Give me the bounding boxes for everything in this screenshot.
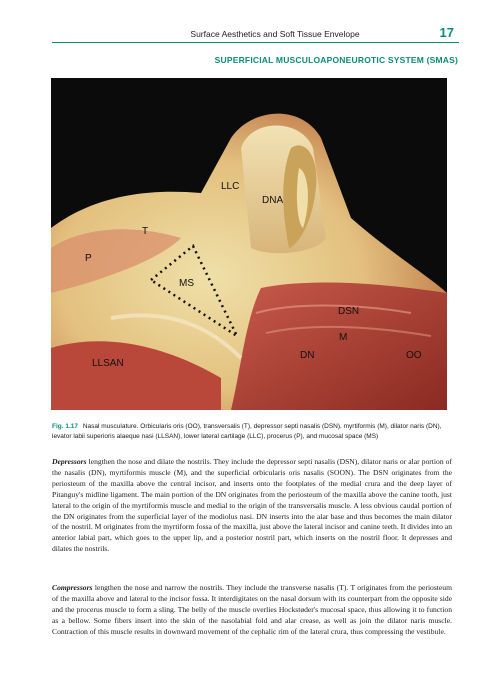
label-dsn: DSN — [338, 306, 360, 317]
running-header-title: Surface Aesthetics and Soft Tissue Envelope — [190, 29, 360, 39]
figure-caption-text: Nasal musculature. Orbicularis oris (OO), transversalis (T), depressor septi nasalis (DSN), myrtiformis (M), dilator naris (DN), levator labii superioris alaeque nasi (LLSAN), lower lateral cartilage (LLC), procerus (P), and mucosal space (MS) — [52, 423, 442, 440]
paragraph-text: lengthen the nose and narrow the nostrils. They include the transverse nasalis (T). T originates from the periosteum of the maxilla above and lateral to the incisor fossa. It interdigitates on the nasal dorsum with its counterpart from the opposite side and the procerus muscle to form a sling. The belly of the muscle overlies Hockstøder's mucosal space, thus allowing it to function as a bellow. Some fibers insert into the skin of the nasolabial fold and alar crease, as well as join the dilator naris muscle. Contraction of this muscle results in downward movement of the cephalic rim of the lateral crura, thus compressing the vestibule. — [52, 583, 452, 636]
label-p: P — [85, 253, 92, 264]
label-t: T — [142, 226, 149, 237]
label-llsan: LLSAN — [92, 358, 124, 369]
section-heading: SUPERFICIAL MUSCULOAPONEUROTIC SYSTEM (SMAS) — [214, 55, 458, 65]
page-number: 17 — [439, 25, 454, 40]
label-ms: MS — [179, 278, 194, 289]
anatomy-photo — [51, 78, 447, 410]
paragraph-lead: Compressors — [52, 583, 93, 592]
paragraph-compressors — [52, 583, 452, 638]
label-dn: DN — [300, 350, 315, 361]
label-m: M — [339, 332, 348, 343]
header-rule — [52, 42, 459, 43]
label-dna: DNA — [262, 195, 284, 206]
label-oo: OO — [406, 350, 422, 361]
figure-number: Fig. 1.17 — [52, 423, 79, 430]
label-llc: LLC — [221, 181, 240, 192]
paragraph-text: lengthen the nose and dilate the nostrils. They include the depressor septi nasalis (DSN), dilator naris or alar portion of the nasalis (DN), myrtiformis muscle (M), and the superficial orbicularis oris nasalis (SOON). The DSN originates from the periosteum of the maxilla above the central incisor, and inserts onto the footplates of the medial crura and the deep layer of Pitanguy's midline ligament. The main portion of the DN originates from the periosteum of the maxilla above the canine tooth, just lateral to the origin of the myrtiformis muscle and medial to the origin of the transversalis muscle. A less obvious caudal portion of the DN originates from the superficial layer of the modiolus nasi. DN inserts into the alar base and thus becomes the main dilator of the nostril. M originates from the myrtiform fossa of the maxilla, just above the lateral incisor and canine teeth. It divides into an anterior labial part, which goes to the upper lip, and a posterior nostril part, which inserts on the nostril floor. It depresses and dilates the nostrils. — [52, 457, 452, 554]
paragraph-lead: Depressors — [52, 457, 87, 466]
paragraph-depressors — [52, 457, 452, 555]
figure-caption — [52, 422, 450, 441]
